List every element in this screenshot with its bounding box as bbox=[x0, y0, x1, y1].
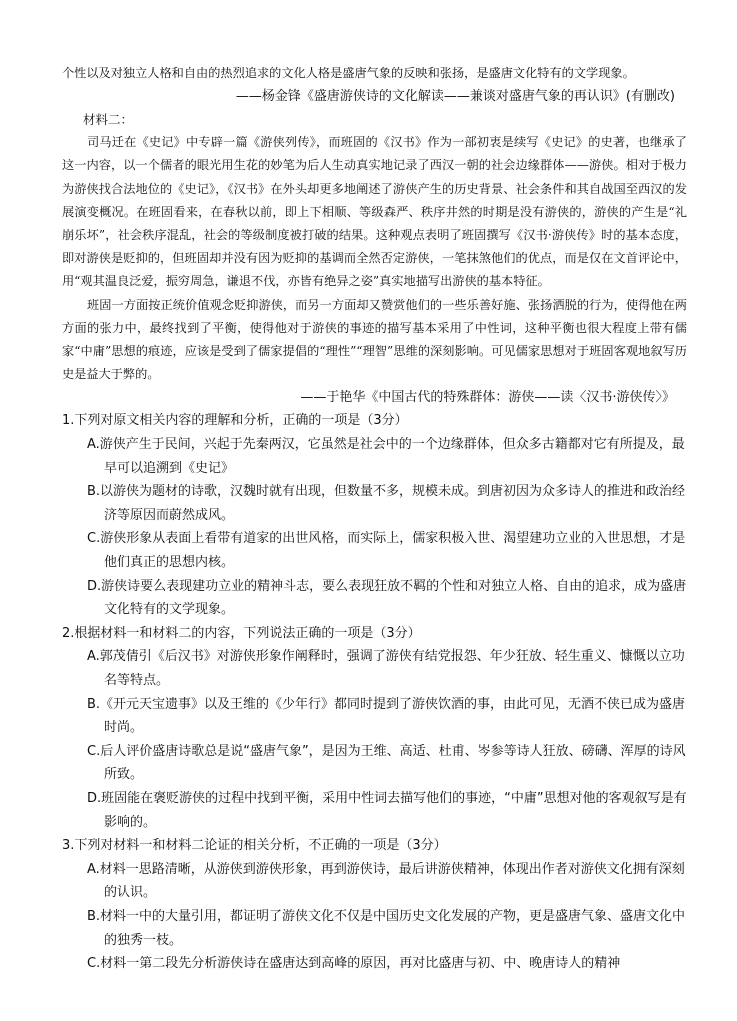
answer-option-c: C.材料一第二段先分析游侠诗在盛唐达到高峰的原因，再对比盛唐与初、中、晚唐诗人的精神 bbox=[87, 956, 621, 972]
material-one-tail: 个性以及对独立人格和自由的热烈追求的文化人格是盛唐气象的反映和张扬，是盛唐文化特有的文学现象。 bbox=[62, 66, 635, 80]
question-stem: 3.下列对材料一和材料二论证的相关分析，不正确的一项是（3分） bbox=[62, 838, 447, 854]
material-two-source: ——于艳华《中国古代的特殊群体：游侠——读〈汉书·游侠传〉》 bbox=[300, 390, 675, 406]
question-1 bbox=[62, 409, 687, 621]
answer-option-b: B.材料一中的大量引用，都证明了游侠文化不仅是中国历史文化发展的产物，更是盛唐气象、盛唐文化中的独秀一枝。 bbox=[87, 908, 686, 948]
answer-option-a: A.游侠产生于民间，兴起于先秦两汉，它虽然是社会中的一个边缘群体，但众多古籍都对它有所提及，最早可以追溯到《史记》 bbox=[87, 437, 685, 476]
question-3 bbox=[62, 834, 687, 976]
material-two-paragraph: 班固一方面按正统价值观念贬抑游侠，而另一方面却又赞赏他们的一些乐善好施、张扬洒脱的行为，使得他在两方面的张力中，最终找到了平衡，使得他对于游侠的事迹的描写基本采用了中性词，这种平衡也很大程度上带有儒家“中庸”思想的痕迹，应该是受到了儒家提倡的“理性”“理智”思维的深刻影响。可见儒家思想对于班固客观地叙写历史是益大于弊的。 bbox=[62, 297, 687, 382]
answer-option-b: B.以游侠为题材的诗歌，汉魏时就有出现，但数量不多，规模未成。到唐初因为众多诗人的推进和政治经济等原因而蔚然成风。 bbox=[87, 484, 686, 523]
answer-option-d: D.游侠诗要么表现建功立业的精神斗志，要么表现狂放不羁的个性和对独立人格、自由的追求，成为盛唐文化特有的文学现象。 bbox=[87, 578, 687, 618]
answer-option-b: B.《开元天宝遗事》以及王维的《少年行》都同时提到了游侠饮酒的事，由此可见，无酒不侠已成为盛唐时尚。 bbox=[87, 696, 686, 736]
answer-option-a: A.材料一思路清晰，从游侠到游侠形象，再到游侠诗，最后讲游侠精神，体现出作者对游侠文化拥有深刻的认识。 bbox=[87, 861, 685, 901]
question-stem: 2.根据材料一和材料二的内容，下列说法正确的一项是（3分） bbox=[62, 625, 421, 641]
answer-option-a: A.郭茂倩引《后汉书》对游侠形象作阐释时，强调了游侠有结党报怨、年少狂放、轻生重义、慷慨以立功名等特点。 bbox=[87, 649, 685, 688]
material-two-title: 材料二： bbox=[83, 112, 134, 128]
answer-option-c: C.后人评价盛唐诗歌总是说“盛唐气象”，是因为王维、高适、杜甫、岑参等诗人狂放、磅礴、浑厚的诗风所致。 bbox=[87, 743, 686, 783]
answer-option-d: D.班固能在褒贬游侠的过程中找到平衡，采用中性词去描写他们的事迹，“中庸”思想对他的客观叙写是有影响的。 bbox=[87, 790, 687, 830]
material-one-source: ——杨金锋《盛唐游侠诗的文化解读——兼谈对盛唐气象的再认识》(有删改) bbox=[235, 89, 675, 105]
answer-option-c: C.游侠形象从表面上看带有道家的出世风格，而实际上，儒家积极入世、渴望建功立业的入世思想，才是他们真正的思想内核。 bbox=[87, 531, 686, 570]
question-2 bbox=[62, 622, 687, 834]
material-two-paragraph: 司马迁在《史记》中专辟一篇《游侠列传》，而班固的《汉书》作为一部初衷是续写《史记》的史著，也继承了这一内容，以一个儒者的眼光用生花的妙笔为后人生动真实地记录了西汉一朝的社会边缘群体——游侠。相对于极力为游侠找合法地位的《史记》，《汉书》在外头却更多地阐述了游侠产生的历史背景、社会条件和其自战国至西汉的发展演变概况。在班固看来，在春秋以前，即上下相顺、等级森严、秩序井然的时期是没有游侠的，游侠的产生是“礼崩乐坏”，社会秩序混乱，社会的等级制度被打破的结果。这种观点表明了班固撰写《汉书·游侠传》时的基本态度，即对游侠是贬抑的，但班固却并没有因为贬抑的基调而全然否定游侠，一笔抹煞他们的优点，而是仅在文首评论中，用“观其温良泛爱，振穷周急，谦退不伐，亦皆有绝异之姿”真实地描写出游侠的基本特征。 bbox=[62, 135, 687, 289]
question-stem: 1.下列对原文相关内容的理解和分析，正确的一项是（3分） bbox=[62, 413, 408, 429]
